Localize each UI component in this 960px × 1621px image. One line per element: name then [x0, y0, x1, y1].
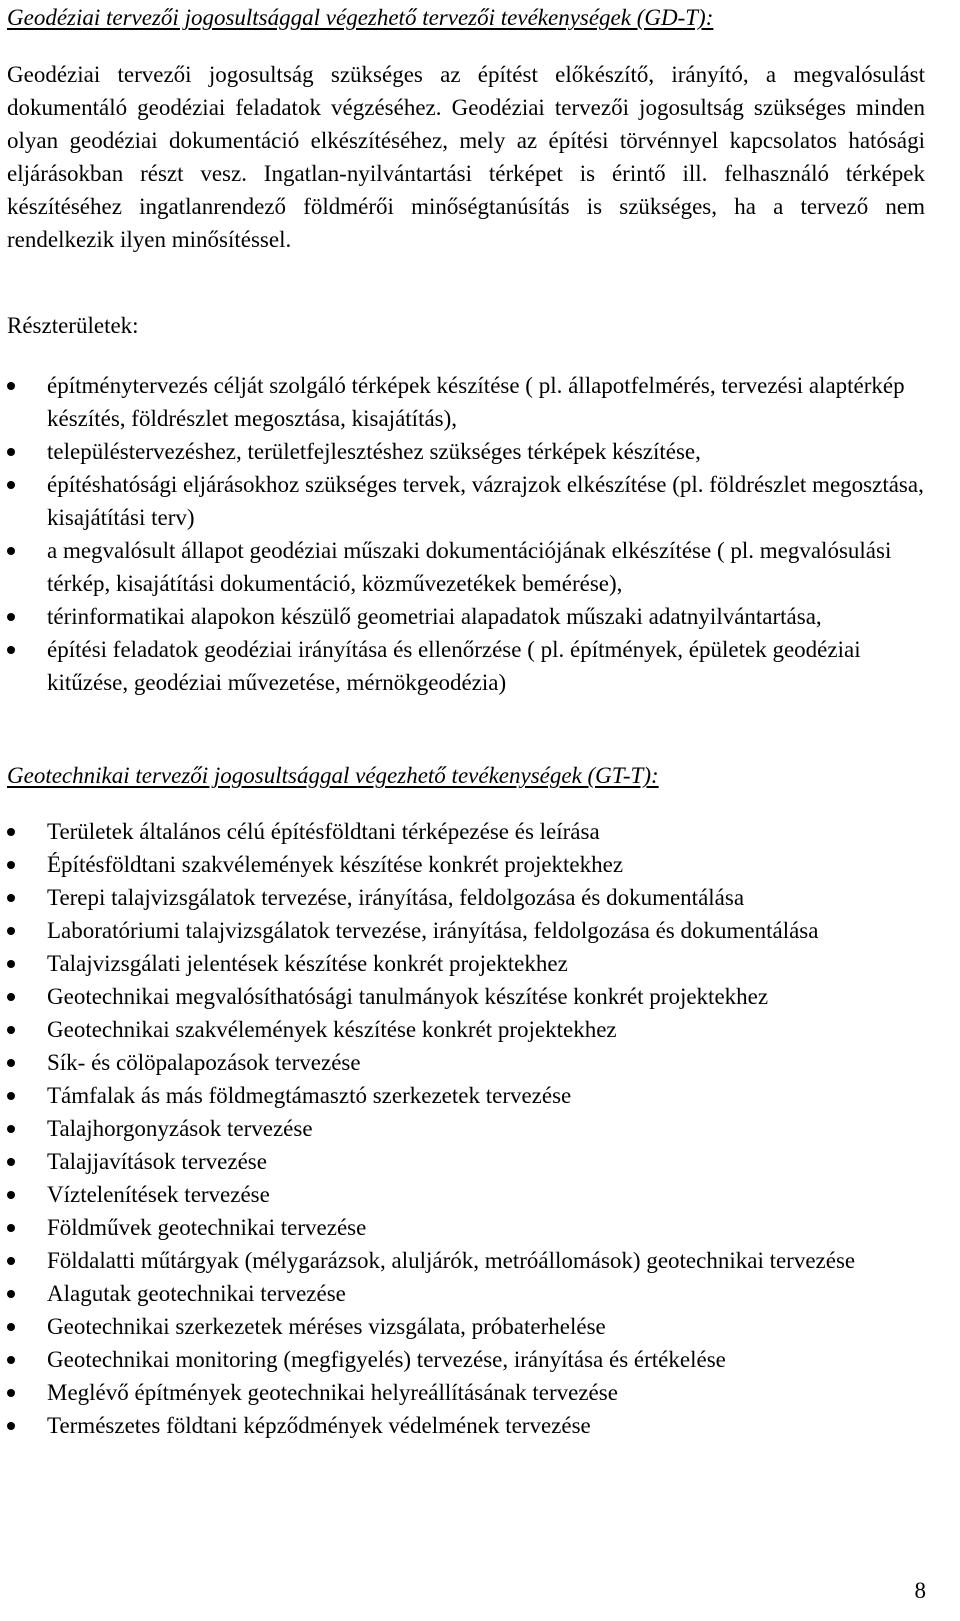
- list-item-text: építménytervezés célját szolgáló térképek készítése ( pl. állapotfelmérés, tervezési alaptérkép készítés, földrészlet megosztása, kisajátítás),: [47, 373, 905, 431]
- bullet-icon: [7, 1059, 15, 1067]
- bullet-icon: [7, 960, 15, 968]
- list-item: [7, 1376, 925, 1409]
- bullet-icon: [7, 927, 15, 935]
- list-item-text: Támfalak ás más földmegtámasztó szerkezetek tervezése: [47, 1083, 572, 1108]
- geodetic-activities-list: [7, 369, 925, 699]
- list-item: [7, 600, 925, 633]
- list-item: [7, 633, 925, 699]
- list-item-text: Geotechnikai monitoring (megfigyelés) tervezése, irányítása és értékelése: [47, 1347, 726, 1372]
- list-item-text: Talajjavítások tervezése: [47, 1149, 267, 1174]
- intro-paragraph: Geodéziai tervezői jogosultság szükséges az építést előkészítő, irányító, a megvalósulást dokumentáló geodéziai feladatok végzéséhez. Geodéziai tervezői jogosultság szükséges minden olyan geodéziai dokumentáció elkészítéséhez, mely az építési törvénnyel kapcsolatos hatósági eljárásokban részt vesz. Ingatlan-nyilvántartási térképet is érintő ill. felhasználó térképek készítéséhez ingatlanrendező földmérői minőségtanúsítás is szükséges, ha a tervező nem rendelkezik ilyen minősítéssel.: [7, 62, 925, 252]
- bullet-icon: [7, 448, 15, 456]
- list-item-text: Földművek geotechnikai tervezése: [47, 1215, 367, 1240]
- list-item-text: településtervezéshez, területfejlesztéshez szükséges térképek készítése,: [47, 439, 701, 464]
- bullet-icon: [7, 1026, 15, 1034]
- subareas-label: Részterületek:: [7, 313, 139, 338]
- bullet-icon: [7, 547, 15, 555]
- list-item: [7, 1277, 925, 1310]
- list-item: [7, 1145, 925, 1178]
- list-item: [7, 1079, 925, 1112]
- bullet-icon: [7, 861, 15, 869]
- list-item: [7, 947, 925, 980]
- bullet-icon: [7, 1323, 15, 1331]
- bullet-icon: [7, 1224, 15, 1232]
- list-item: [7, 1310, 925, 1343]
- list-item-text: Természetes földtani képződmények védelmének tervezése: [47, 1413, 591, 1438]
- list-item: [7, 848, 925, 881]
- list-item-text: Laboratóriumi talajvizsgálatok tervezése, irányítása, feldolgozása és dokumentálása: [47, 918, 819, 943]
- bullet-icon: [7, 1158, 15, 1166]
- bullet-icon: [7, 481, 15, 489]
- list-item-text: Meglévő építmények geotechnikai helyreállításának tervezése: [47, 1380, 618, 1405]
- list-item: [7, 1112, 925, 1145]
- bullet-icon: [7, 1125, 15, 1133]
- list-item-text: Geotechnikai szerkezetek méréses vizsgálata, próbaterhelése: [47, 1314, 606, 1339]
- bullet-icon: [7, 1290, 15, 1298]
- bullet-icon: [7, 1092, 15, 1100]
- list-item: [7, 1409, 925, 1442]
- list-item: [7, 1211, 925, 1244]
- list-item-text: Geotechnikai megvalósíthatósági tanulmányok készítése konkrét projektekhez: [47, 984, 769, 1009]
- list-item: [7, 468, 925, 534]
- bullet-icon: [7, 1356, 15, 1364]
- list-item: [7, 1244, 925, 1277]
- list-item-text: építési feladatok geodéziai irányítása és ellenőrzése ( pl. építmények, épületek geodéziai kitűzése, geodéziai művezetése, mérnökgeodézia): [47, 637, 861, 695]
- bullet-icon: [7, 993, 15, 1001]
- page-number: 8: [914, 1578, 926, 1603]
- list-item: [7, 980, 925, 1013]
- bullet-icon: [7, 1422, 15, 1430]
- bullet-icon: [7, 646, 15, 654]
- list-item-text: Víztelenítések tervezése: [47, 1182, 270, 1207]
- list-item: [7, 1046, 925, 1079]
- list-item-text: térinformatikai alapokon készülő geometriai alapadatok műszaki adatnyilvántartása,: [47, 604, 822, 629]
- list-item-text: Sík- és cölöpalapozások tervezése: [47, 1050, 361, 1075]
- bullet-icon: [7, 1389, 15, 1397]
- bullet-icon: [7, 613, 15, 621]
- list-item: [7, 881, 925, 914]
- bullet-icon: [7, 382, 15, 390]
- list-item: [7, 1178, 925, 1211]
- section-heading-geodetic: Geodéziai tervezői jogosultsággal végezhető tervezői tevékenységek (GD-T):: [7, 5, 714, 30]
- bullet-icon: [7, 828, 15, 836]
- list-item: [7, 435, 925, 468]
- list-item-text: Talajhorgonyzások tervezése: [47, 1116, 313, 1141]
- list-item: [7, 369, 925, 435]
- bullet-icon: [7, 1257, 15, 1265]
- bullet-icon: [7, 894, 15, 902]
- list-item: [7, 534, 925, 600]
- list-item-text: Geotechnikai szakvélemények készítése konkrét projektekhez: [47, 1017, 617, 1042]
- list-item: [7, 815, 925, 848]
- list-item-text: a megvalósult állapot geodéziai műszaki dokumentációjának elkészítése ( pl. megvalósulási térkép, kisajátítási dokumentáció, közművezetékek bemérése),: [47, 538, 892, 596]
- list-item-text: Építésföldtani szakvélemények készítése konkrét projektekhez: [47, 852, 624, 877]
- list-item: [7, 914, 925, 947]
- list-item-text: Terepi talajvizsgálatok tervezése, irányítása, feldolgozása és dokumentálása: [47, 885, 745, 910]
- list-item-text: Talajvizsgálati jelentések készítése konkrét projektekhez: [47, 951, 568, 976]
- geotechnical-activities-list: [7, 815, 925, 1442]
- list-item: [7, 1013, 925, 1046]
- list-item-text: Alagutak geotechnikai tervezése: [47, 1281, 346, 1306]
- list-item-text: Földalatti műtárgyak (mélygarázsok, aluljárók, metróállomások) geotechnikai tervezése: [47, 1248, 856, 1273]
- section-heading-geotechnical: Geotechnikai tervezői jogosultsággal végezhető tevékenységek (GT-T):: [7, 763, 659, 788]
- list-item-text: építéshatósági eljárásokhoz szükséges tervek, vázrajzok elkészítése (pl. földrészlet megosztása, kisajátítási terv): [47, 472, 924, 530]
- list-item-text: Területek általános célú építésföldtani térképezése és leírása: [47, 819, 600, 844]
- list-item: [7, 1343, 925, 1376]
- bullet-icon: [7, 1191, 15, 1199]
